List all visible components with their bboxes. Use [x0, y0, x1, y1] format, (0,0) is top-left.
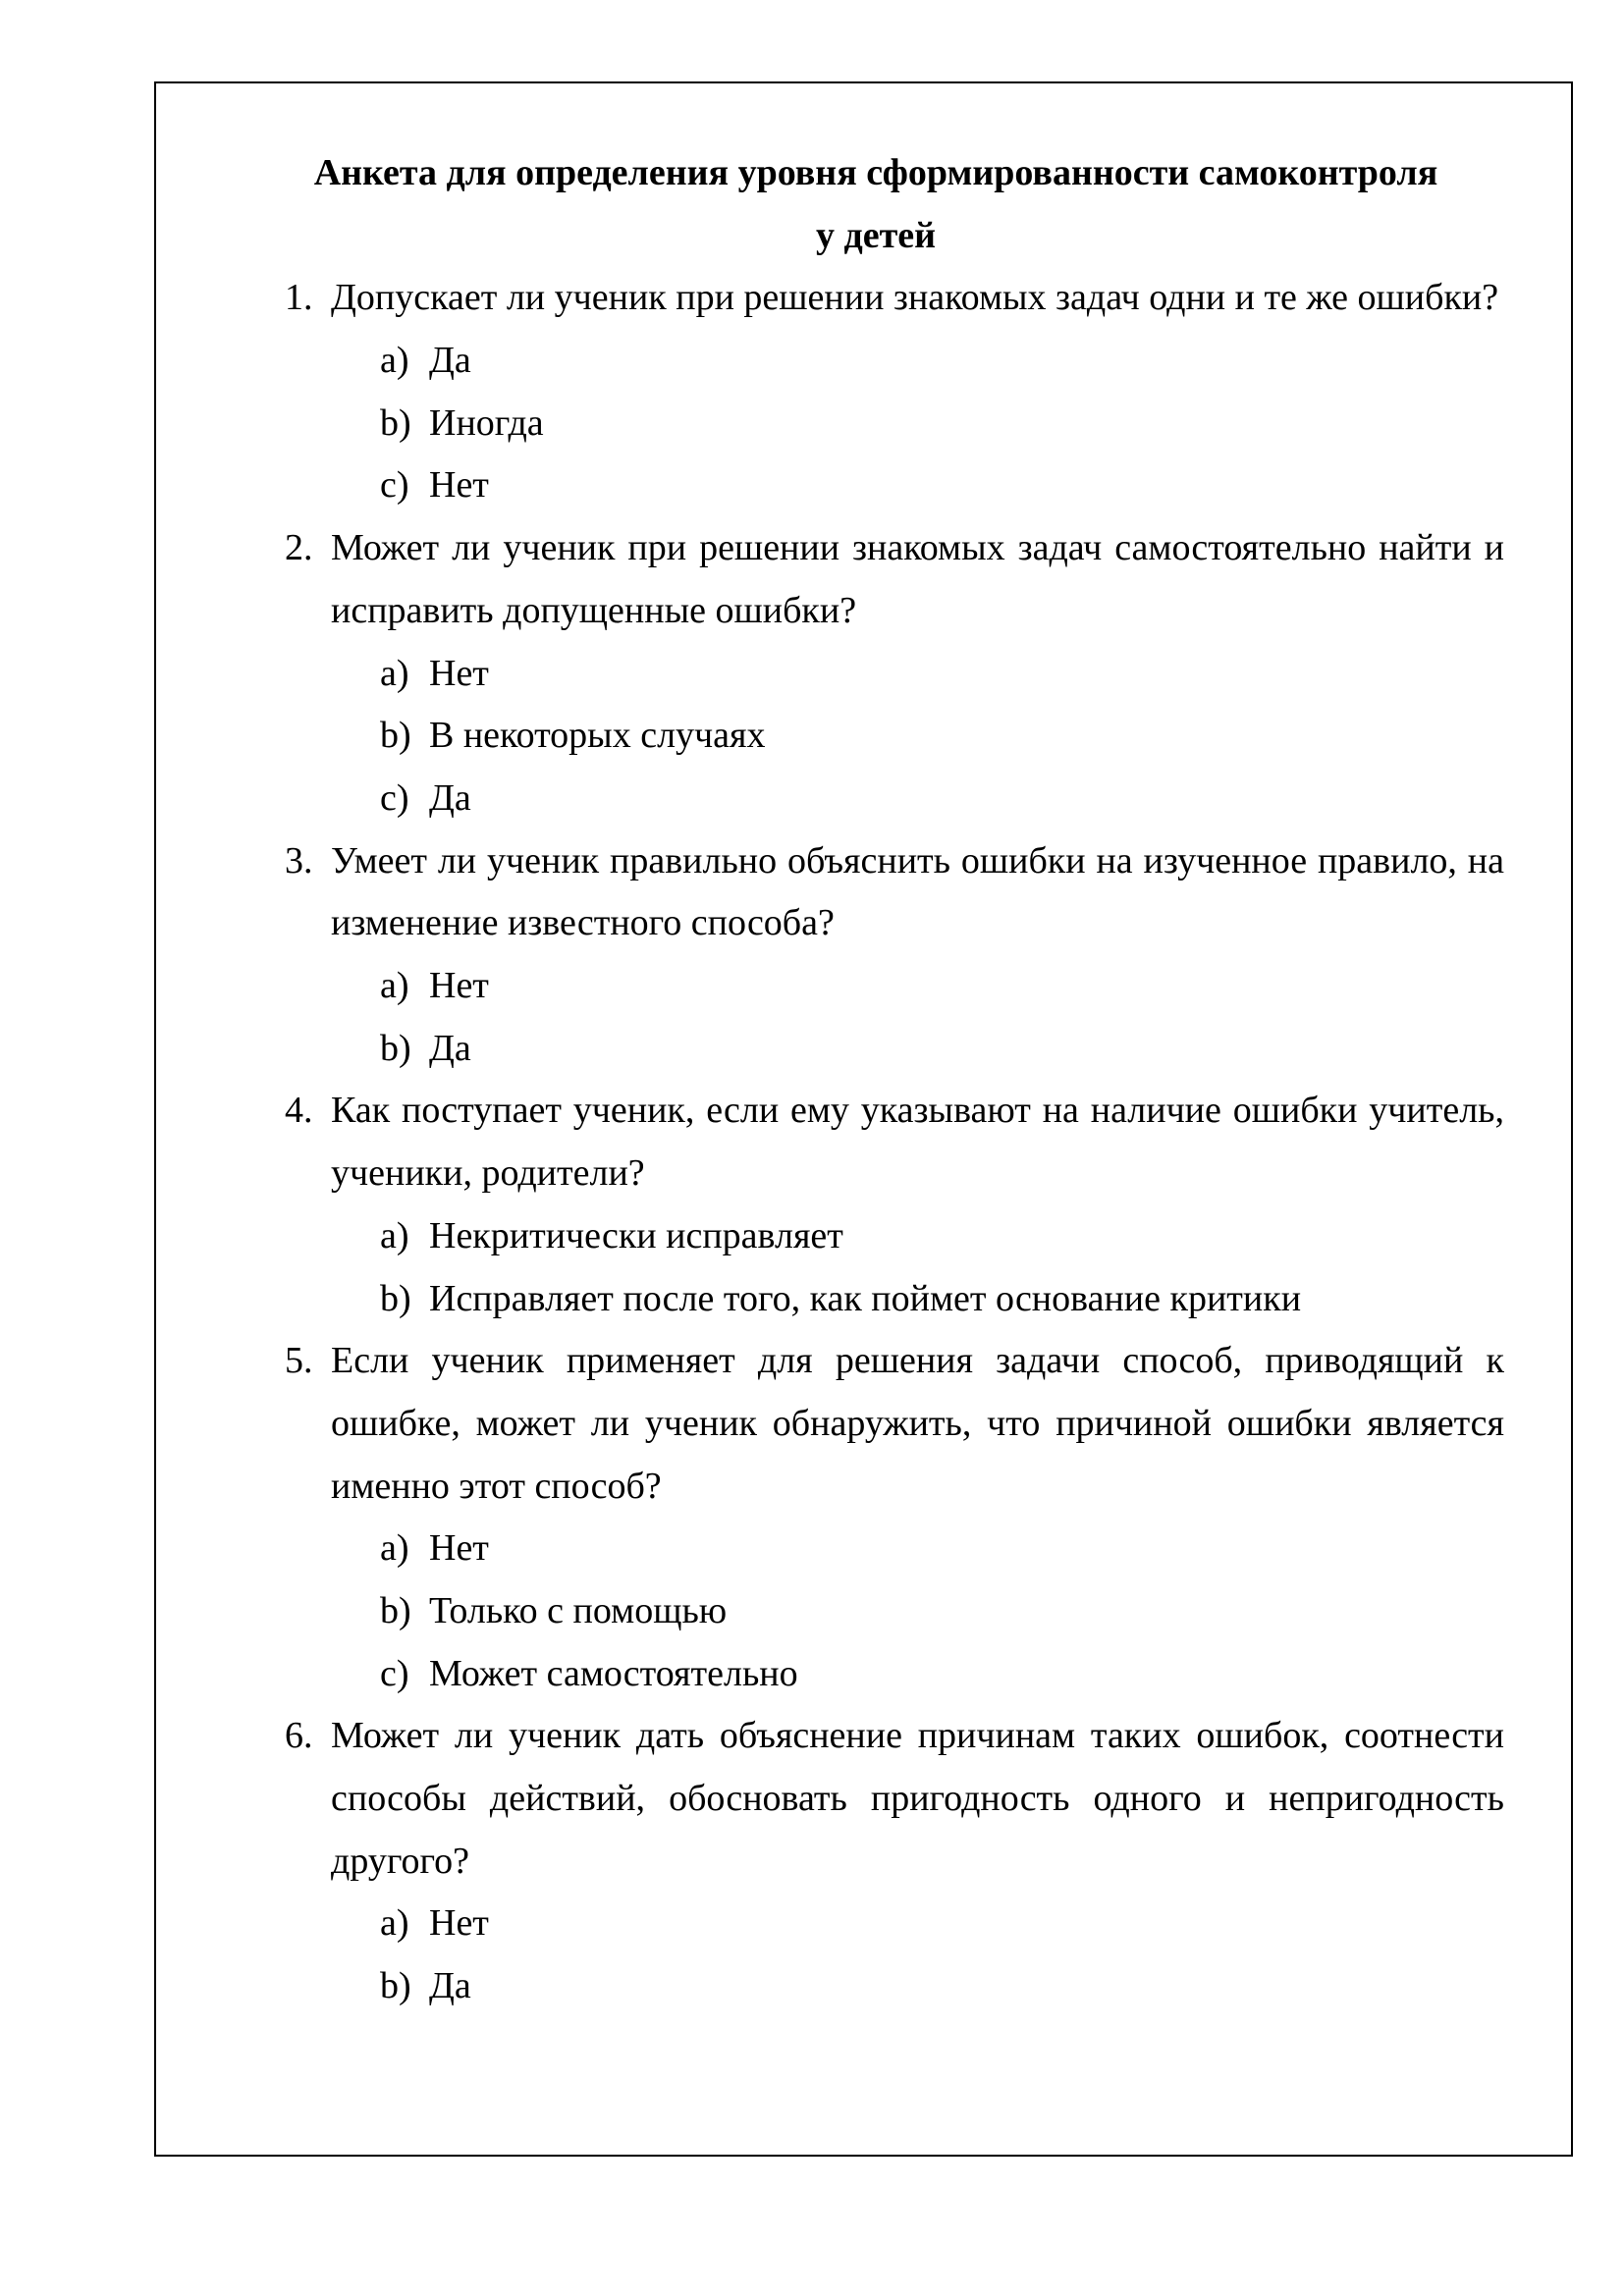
- question-text: Как поступает ученик, если ему указывают на наличие ошибки учитель, ученики, родители?: [331, 1090, 1504, 1195]
- answer-option-a[interactable]: [247, 643, 1504, 706]
- answer-options: [247, 643, 1504, 830]
- option-text: Исправляет после того, как поймет основание критики: [429, 1277, 1302, 1319]
- answer-options: [247, 955, 1504, 1080]
- option-letter: a): [380, 652, 409, 694]
- option-letter: b): [380, 1590, 411, 1631]
- answer-option-a[interactable]: [247, 330, 1504, 393]
- question-text: Умеет ли ученик правильно объяснить ошибки на изученное правило, на изменение известного способа?: [331, 839, 1504, 944]
- question-text: Может ли ученик при решении знакомых задач самостоятельно найти и исправить допущенные ошибки?: [331, 527, 1504, 631]
- option-text: Нет: [429, 1527, 489, 1570]
- question-text: Может ли ученик дать объяснение причинам таких ошибок, соотнести способы действий, обосновать пригодность одного и непригодность другого?: [331, 1715, 1504, 1882]
- option-letter: a): [380, 965, 409, 1007]
- answer-option-b[interactable]: [247, 1580, 1504, 1643]
- questionnaire-title: [247, 142, 1504, 267]
- answer-options: [247, 1893, 1504, 2017]
- question-number: 1.: [285, 277, 313, 319]
- question-3: [247, 830, 1504, 1081]
- option-text: Да: [429, 1027, 471, 1069]
- answer-option-b[interactable]: [247, 393, 1504, 455]
- answer-option-a[interactable]: [247, 1893, 1504, 1955]
- question-2: [247, 517, 1504, 829]
- answer-option-c[interactable]: [247, 768, 1504, 830]
- question-list: [247, 267, 1504, 2017]
- option-text: Да: [429, 1965, 471, 2007]
- answer-option-a[interactable]: [247, 955, 1504, 1018]
- question-text: Если ученик применяет для решения задачи способ, приводящий к ошибке, может ли ученик обнаружить, что причиной ошибки является именно этот способ?: [331, 1340, 1504, 1507]
- question-5: [247, 1330, 1504, 1705]
- option-text: Может самостоятельно: [429, 1652, 798, 1694]
- option-text: Иногда: [429, 401, 544, 444]
- option-text: Нет: [429, 464, 489, 507]
- option-letter: a): [380, 340, 409, 382]
- option-text: Некритически исправляет: [429, 1214, 843, 1256]
- answer-option-a[interactable]: [247, 1205, 1504, 1268]
- option-letter: b): [380, 1027, 411, 1069]
- option-text: Да: [429, 340, 471, 382]
- question-4: [247, 1080, 1504, 1330]
- option-letter: c): [380, 776, 409, 819]
- question-number: 6.: [285, 1715, 313, 1757]
- answer-option-a[interactable]: [247, 1518, 1504, 1580]
- answer-options: [247, 330, 1504, 517]
- option-text: Только с помощью: [429, 1590, 728, 1631]
- answer-option-b[interactable]: [247, 1955, 1504, 2018]
- question-number: 5.: [285, 1340, 313, 1382]
- option-letter: b): [380, 715, 411, 757]
- title-line-1: Анкета для определения уровня сформированности самоконтроля: [313, 152, 1438, 193]
- option-letter: a): [380, 1214, 409, 1256]
- question-number: 2.: [285, 527, 313, 569]
- option-letter: c): [380, 464, 409, 507]
- option-letter: b): [380, 401, 411, 444]
- question-number: 4.: [285, 1090, 313, 1132]
- option-letter: b): [380, 1277, 411, 1319]
- title-line-2: у детей: [815, 214, 936, 256]
- question-6: [247, 1705, 1504, 2017]
- answer-options: [247, 1205, 1504, 1330]
- question-text: Допускает ли ученик при решении знакомых задач одни и те же ошибки?: [331, 277, 1499, 319]
- option-text: Да: [429, 776, 471, 819]
- answer-option-b[interactable]: [247, 1268, 1504, 1331]
- option-letter: a): [380, 1527, 409, 1570]
- option-text: Нет: [429, 965, 489, 1007]
- answer-option-c[interactable]: [247, 1643, 1504, 1706]
- answer-option-c[interactable]: [247, 454, 1504, 517]
- answer-options: [247, 1518, 1504, 1705]
- option-text: Нет: [429, 1902, 489, 1945]
- option-letter: a): [380, 1902, 409, 1945]
- answer-option-b[interactable]: [247, 1018, 1504, 1081]
- question-number: 3.: [285, 839, 313, 881]
- questionnaire-content: [247, 142, 1504, 2018]
- option-text: В некоторых случаях: [429, 715, 766, 757]
- option-text: Нет: [429, 652, 489, 694]
- option-letter: c): [380, 1652, 409, 1694]
- question-1: [247, 267, 1504, 517]
- answer-option-b[interactable]: [247, 705, 1504, 768]
- option-letter: b): [380, 1965, 411, 2007]
